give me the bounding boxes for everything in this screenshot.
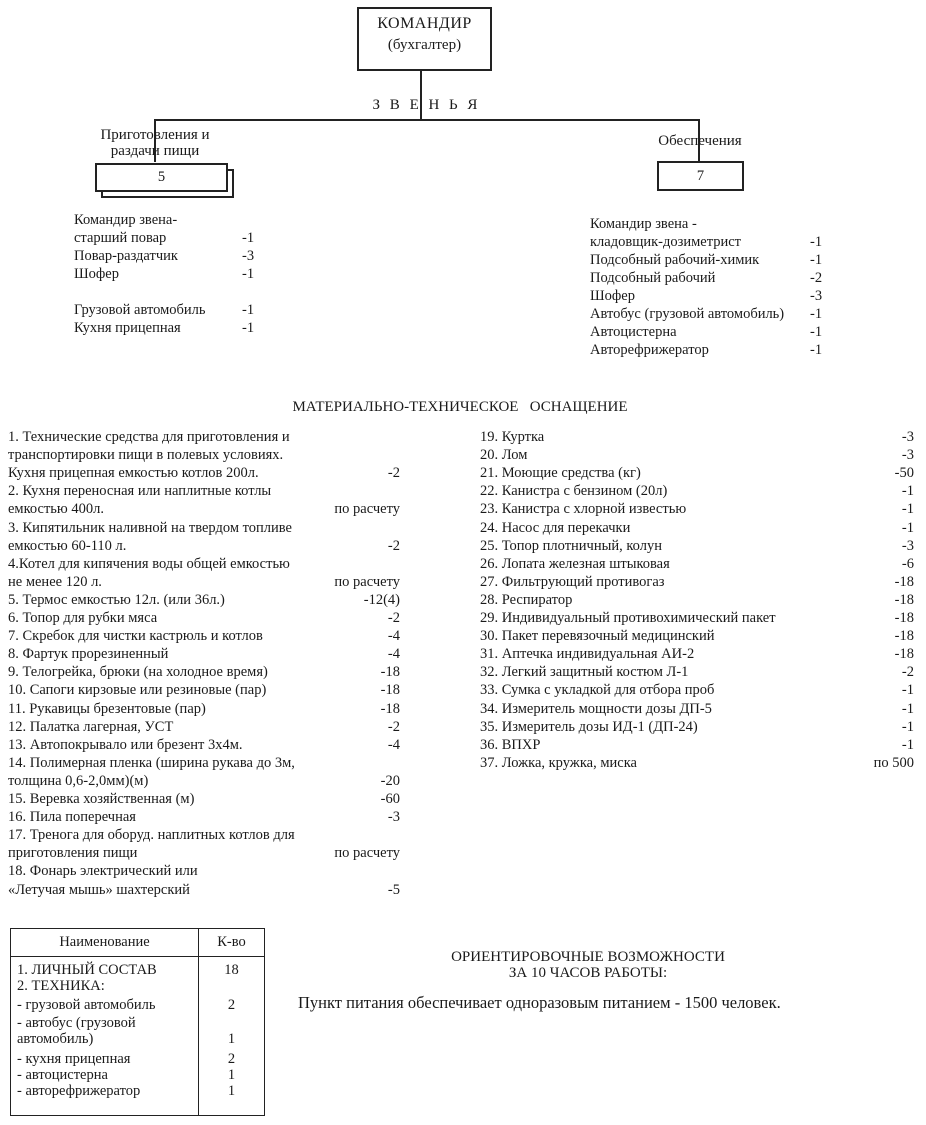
equipment-item — [8, 428, 400, 446]
equipment-item — [480, 446, 914, 464]
equipment-item-qty: -1 — [901, 483, 914, 500]
equipment-item-qty: -12(4) — [363, 591, 400, 608]
list-item — [590, 323, 823, 341]
list-item — [74, 265, 274, 283]
commander-subtitle: (бухгалтер) — [387, 37, 462, 53]
table-cell-name: - кухня прицепная — [17, 1051, 131, 1067]
units-label: З В Е Н Ь Я — [372, 97, 478, 113]
equipment-item-qty: по расчету — [334, 501, 400, 518]
equipment-item-qty: -2 — [387, 718, 400, 735]
equipment-item — [480, 573, 914, 591]
equipment-item-qty: -1 — [901, 718, 914, 735]
table-cell-name: - авторефрижератор — [17, 1083, 141, 1099]
equipment-item — [8, 808, 400, 826]
equipment-item-qty: -18 — [380, 682, 400, 699]
staff-name: Командир звена- — [74, 212, 178, 228]
equipment-item-qty: -18 — [894, 646, 914, 663]
equipment-item-text: Кухня прицепная емкостью котлов 200л. — [8, 465, 259, 482]
equipment-item-qty: -20 — [380, 772, 400, 789]
table-cell-qty: 1 — [227, 1031, 236, 1047]
table-cell-name: - грузовой автомобиль — [17, 997, 156, 1013]
equipment-item — [8, 627, 400, 645]
commander-title: КОМАНДИР — [377, 15, 472, 32]
equipment-item-text: 8. Фартук прорезиненный — [8, 646, 169, 663]
equipment-item-text: емкостью 60-110 л. — [8, 537, 127, 554]
equipment-item — [8, 736, 400, 754]
list-item — [590, 269, 823, 287]
header-name: Наименование — [59, 934, 150, 950]
equipment-item-text: 17. Тренога для оборуд. наплитных котлов для — [8, 827, 295, 844]
equipment-item-text: 5. Термос емкостью 12л. (или 36л.) — [8, 591, 225, 608]
unit-support-count-box — [657, 161, 744, 191]
staff-name: Подсобный рабочий-химик — [590, 252, 760, 268]
staff-name: Автоцистерна — [590, 324, 677, 340]
staff-qty: -1 — [242, 230, 255, 246]
equipment-item-text: транспортировки пищи в полевых условиях. — [8, 447, 284, 464]
equipment-item — [8, 844, 400, 862]
equipment-item-text: 15. Веревка хозяйственная (м) — [8, 791, 195, 807]
equipment-item-qty: -18 — [894, 628, 914, 645]
equipment-item-text: 4.Котел для кипячения воды общей емкостью — [8, 555, 290, 572]
equipment-item-qty: -2 — [387, 537, 400, 554]
table-cell-qty: 1 — [227, 1083, 236, 1099]
equipment-item-qty: -1 — [901, 736, 914, 753]
list-item — [74, 229, 274, 247]
equipment-item-qty: -4 — [387, 646, 400, 663]
equipment-item-text: 11. Рукавицы брезентовые (пар) — [8, 700, 206, 717]
equipment-item — [480, 663, 914, 681]
equipment-item-text: 35. Измеритель дозы ИД-1 (ДП-24) — [480, 718, 698, 735]
equipment-item-qty: -4 — [387, 736, 400, 753]
equipment-item — [8, 591, 400, 609]
equipment-item — [480, 609, 914, 627]
summary-table-header — [11, 929, 264, 957]
equipment-item-qty: по 500 — [873, 754, 914, 771]
equipment-item-text: 21. Моющие средства (кг) — [480, 465, 641, 482]
list-item — [590, 305, 823, 323]
equipment-item-text: 9. Телогрейка, брюки (на холодное время) — [8, 664, 268, 681]
equipment-item-qty: -18 — [894, 591, 914, 608]
staff-name: Шофер — [590, 288, 635, 304]
equipment-heading: МАТЕРИАЛЬНО-ТЕХНИЧЕСКОЕ ОСНАЩЕНИЕ — [292, 399, 628, 415]
staff-name: Кухня прицепная — [74, 320, 181, 336]
equipment-item — [480, 519, 914, 537]
staff-qty: -1 — [242, 302, 255, 318]
commander-box — [357, 7, 492, 71]
staff-qty: -1 — [242, 320, 255, 336]
equipment-item — [8, 555, 400, 573]
equipment-item-qty: -3 — [901, 429, 914, 445]
equipment-item — [8, 446, 400, 464]
equipment-item-qty: -3 — [387, 809, 400, 826]
header-qty: К-во — [217, 934, 246, 950]
equipment-item-text: 31. Аптечка индивидуальная АИ-2 — [480, 646, 695, 663]
equipment-item-text: 25. Топор плотничный, колун — [480, 537, 662, 554]
equipment-item-qty: -50 — [894, 465, 914, 482]
equipment-item-qty: -18 — [894, 610, 914, 626]
table-cell-name: 1. ЛИЧНЫЙ СОСТАВ — [17, 962, 157, 978]
equipment-item — [480, 681, 914, 699]
equipment-item-text: 1. Технические средства для приготовления и — [8, 429, 290, 445]
equipment-item-text: 32. Легкий защитный костюм Л-1 — [480, 664, 689, 681]
staff-name: Командир звена - — [590, 216, 697, 232]
equipment-item-qty: -60 — [380, 791, 400, 807]
table-cell-qty: 2 — [227, 1051, 236, 1067]
staff-qty: -1 — [242, 266, 255, 282]
equipment-item — [8, 862, 400, 880]
staff-qty: -1 — [810, 234, 823, 250]
equipment-item-text: 19. Куртка — [480, 429, 545, 445]
equipment-item-qty: -1 — [901, 519, 914, 536]
capabilities-title-line2: ЗА 10 ЧАСОВ РАБОТЫ: — [508, 965, 668, 981]
equipment-item — [8, 790, 400, 808]
equipment-item-qty: -3 — [901, 537, 914, 554]
unit-cooking-count-box — [95, 163, 228, 192]
equipment-item-text: 2. Кухня переносная или наплитные котлы — [8, 483, 272, 500]
staff-name: Подсобный рабочий — [590, 270, 716, 286]
equipment-item — [8, 718, 400, 736]
list-item — [74, 247, 274, 265]
equipment-item-text: 33. Сумка с укладкой для отбора проб — [480, 682, 715, 699]
unit-support-name: Обеспечения — [658, 133, 742, 149]
equipment-item-text: «Летучая мышь» шахтерский — [8, 881, 190, 898]
equipment-item-text: 34. Измеритель мощности дозы ДП-5 — [480, 700, 712, 717]
equipment-item — [480, 500, 914, 518]
equipment-item-qty: -5 — [387, 881, 400, 898]
equipment-item-text: 6. Топор для рубки мяса — [8, 610, 158, 626]
staff-qty: -1 — [810, 324, 823, 340]
unit-cooking-name-line1: Приготовления и — [100, 127, 210, 143]
list-item — [590, 233, 823, 251]
equipment-item-text: 7. Скребок для чистки кастрюль и котлов — [8, 628, 263, 645]
equipment-item — [8, 482, 400, 500]
equipment-item — [8, 537, 400, 555]
table-cell-qty: 2 — [227, 997, 236, 1013]
equipment-item-qty: по расчету — [334, 845, 400, 862]
equipment-item — [8, 573, 400, 591]
equipment-item-text: 18. Фонарь электрический или — [8, 863, 198, 880]
equipment-item-text: 27. Фильтрующий противогаз — [480, 573, 665, 590]
equipment-item-text: 3. Кипятильник наливной на твердом топливе — [8, 519, 292, 536]
unit-support-count: 7 — [696, 168, 705, 184]
equipment-item — [8, 826, 400, 844]
equipment-item — [480, 754, 914, 772]
equipment-item-text: 23. Канистра с хлорной известью — [480, 501, 687, 518]
list-item — [590, 251, 823, 269]
equipment-item — [480, 718, 914, 736]
staff-name: Автобус (грузовой автомобиль) — [590, 306, 785, 322]
equipment-item-qty: -1 — [901, 682, 914, 699]
list-item — [74, 319, 274, 337]
staff-name: Повар-раздатчик — [74, 248, 178, 264]
equipment-item-text: 22. Канистра с бензином (20л) — [480, 483, 668, 500]
list-item — [74, 301, 274, 319]
equipment-item-text: 10. Сапоги кирзовые или резиновые (пар) — [8, 682, 267, 699]
equipment-item — [480, 428, 914, 446]
equipment-item — [8, 500, 400, 518]
equipment-item-text: 37. Ложка, кружка, миска — [480, 754, 637, 771]
equipment-item-qty: -3 — [901, 447, 914, 464]
equipment-list-left — [8, 428, 400, 900]
equipment-item — [480, 555, 914, 573]
equipment-item-qty: -2 — [387, 610, 400, 626]
equipment-item — [480, 736, 914, 754]
list-item — [590, 215, 697, 233]
equipment-item-text: 13. Автопокрывало или брезент 3х4м. — [8, 736, 243, 753]
equipment-item-text: 20. Лом — [480, 447, 528, 464]
equipment-item — [480, 464, 914, 482]
staff-name: Грузовой автомобиль — [74, 302, 206, 318]
equipment-item — [8, 881, 400, 899]
equipment-item — [8, 464, 400, 482]
staff-qty: -3 — [242, 248, 255, 264]
connector-horizontal — [154, 119, 700, 121]
equipment-item-qty: по расчету — [334, 573, 400, 590]
equipment-item-text: 16. Пила поперечная — [8, 809, 136, 826]
equipment-item — [480, 700, 914, 718]
equipment-item-text: 12. Палатка лагерная, УСТ — [8, 718, 174, 735]
equipment-item — [8, 609, 400, 627]
equipment-item-text: 28. Респиратор — [480, 591, 573, 608]
equipment-item-text: 14. Полимерная пленка (ширина рукава до 3м, — [8, 754, 295, 771]
equipment-item-text: 29. Индивидуальный противохимический пакет — [480, 610, 776, 626]
table-cell-name: 2. ТЕХНИКА: — [17, 978, 105, 994]
equipment-item — [480, 627, 914, 645]
equipment-list-right — [480, 428, 914, 778]
equipment-item — [8, 681, 400, 699]
staff-qty: -1 — [810, 306, 823, 322]
equipment-item-qty: -18 — [894, 573, 914, 590]
staff-qty: -3 — [810, 288, 823, 304]
equipment-item — [8, 772, 400, 790]
equipment-item — [480, 482, 914, 500]
equipment-item-text: 26. Лопата железная штыковая — [480, 555, 670, 572]
list-item — [590, 287, 823, 305]
equipment-item — [8, 754, 400, 772]
equipment-item-text: 30. Пакет перевязочный медицинский — [480, 628, 715, 645]
equipment-item-qty: -6 — [901, 555, 914, 572]
equipment-item-text: приготовления пищи — [8, 845, 138, 862]
equipment-item — [8, 519, 400, 537]
table-cell-qty: 1 — [227, 1067, 236, 1083]
list-item — [74, 211, 274, 229]
equipment-item-qty: -2 — [901, 664, 914, 681]
table-cell-name: - автоцистерна — [17, 1067, 108, 1083]
unit-cooking-name — [70, 127, 240, 159]
equipment-item-text: 36. ВПХР — [480, 736, 541, 753]
equipment-item — [480, 591, 914, 609]
table-cell-qty: 18 — [224, 962, 239, 978]
equipment-item-qty: -1 — [901, 501, 914, 518]
equipment-item-qty: -1 — [901, 700, 914, 717]
staff-qty: -1 — [810, 252, 823, 268]
equipment-item — [480, 537, 914, 555]
equipment-item — [8, 645, 400, 663]
staff-name: старший повар — [74, 230, 167, 246]
list-item — [590, 341, 823, 359]
staff-qty: -1 — [810, 342, 823, 358]
unit-cooking-count: 5 — [157, 169, 166, 185]
staff-name: Авторефрижератор — [590, 342, 709, 358]
staff-qty: -2 — [810, 270, 823, 286]
capabilities-text: Пункт питания обеспечивает одноразовым питанием - 1500 человек. — [298, 993, 781, 1012]
staff-name: кладовщик-дозиметрист — [590, 234, 742, 250]
equipment-item-qty: -2 — [387, 465, 400, 482]
capabilities-title — [388, 949, 788, 981]
table-cell-name: автомобиль) — [17, 1031, 94, 1047]
capabilities-title-line1: ОРИЕНТИРОВОЧНЫЕ ВОЗМОЖНОСТИ — [451, 949, 725, 965]
equipment-item-qty: -18 — [380, 664, 400, 681]
equipment-item-qty: -18 — [380, 700, 400, 717]
equipment-item — [8, 700, 400, 718]
equipment-item — [8, 663, 400, 681]
equipment-item-text: 24. Насос для перекачки — [480, 519, 631, 536]
staff-name: Шофер — [74, 266, 119, 282]
summary-table — [10, 928, 265, 1116]
equipment-item — [480, 645, 914, 663]
unit-cooking-name-line2: раздачи пищи — [110, 143, 200, 159]
equipment-item-text: емкостью 400л. — [8, 501, 104, 518]
equipment-item-text: толщина 0,6-2,0мм)(м) — [8, 772, 149, 789]
equipment-item-text: не менее 120 л. — [8, 573, 102, 590]
table-cell-name: - автобус (грузовой — [17, 1015, 136, 1031]
equipment-item-qty: -4 — [387, 628, 400, 645]
